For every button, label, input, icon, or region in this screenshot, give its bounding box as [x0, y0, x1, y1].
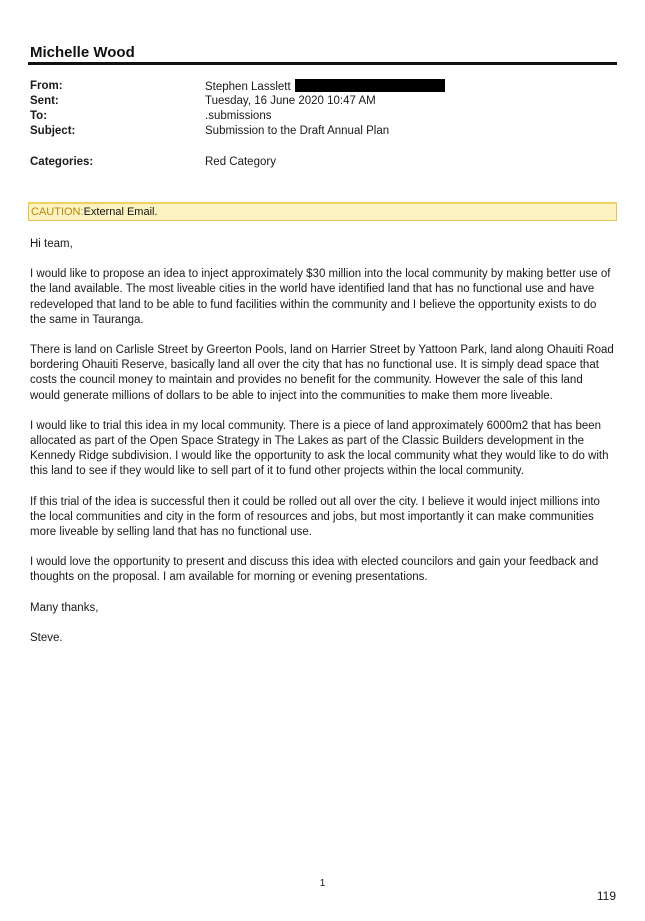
- signature: Steve.: [30, 631, 63, 644]
- body-paragraph: There is land on Carlisle Street by Greerton Pools, land on Harrier Street by Yattoon Park, land along Ohauiti Road bordering Ohauiti Reserve, basically land all over the city that has no functional use. It is simply dead space that costs the council money to maintain and provides no benefit for the community. However the sale of this land would generate millions of dollars to be able to inject into the communities to make them more liveable.: [30, 344, 614, 402]
- redacted-email: [295, 79, 445, 92]
- caution-banner: [28, 202, 617, 221]
- sent-label: Sent:: [30, 95, 59, 107]
- body-paragraph: I would like to propose an idea to inject approximately $30 million into the local community by making better use of the land available. The most liveable cities in the world have identified land that has no functional use and have redeveloped that land to be able to fund facilities within the community and I believe the opportunity exists to do the same in Tauranga.: [30, 268, 611, 326]
- subject-label: Subject:: [30, 125, 76, 137]
- from-value: Stephen Lasslett: [205, 81, 291, 93]
- categories-label: Categories:: [30, 156, 94, 168]
- from-value-wrap: [205, 79, 445, 95]
- to-value: .submissions: [205, 110, 272, 122]
- page-number: 1: [319, 878, 326, 889]
- owner-divider: [28, 62, 617, 65]
- body-paragraph: If this trial of the idea is successful then it could be rolled out all over the city. I believe it would inject millions into the local communities and city in the form of resources and jobs, but most importantly it can make communities more liveable by selling land that has no functional use.: [30, 495, 600, 539]
- from-label: From:: [30, 80, 63, 92]
- to-label: To:: [30, 110, 48, 122]
- body-paragraph: I would love the opportunity to present and discuss this idea with elected councilors and gain your feedback and thoughts on the proposal. I am available for morning or evening presentations.: [30, 556, 599, 584]
- categories-value: Red Category: [205, 156, 276, 168]
- email-body: [30, 237, 615, 661]
- subject-value: Submission to the Draft Annual Plan: [205, 125, 390, 137]
- greeting: Hi team,: [30, 238, 73, 250]
- document-page-stamp: 119: [596, 889, 616, 903]
- owner-name: Michelle Wood: [30, 44, 135, 61]
- sent-value: Tuesday, 16 June 2020 10:47 AM: [205, 95, 376, 107]
- signoff: Many thanks,: [30, 601, 99, 614]
- caution-text: External Email.: [83, 206, 158, 218]
- body-paragraph: I would like to trial this idea in my local community. There is a piece of land approximately 6000m2 that has been allocated as part of the Open Space Strategy in The Lakes as part of the Classic Builders development in the Kennedy Ridge subdivision. I would like the opportunity to ask the local community what they would like to do with this land to see if they would like to sell part of it to fund other projects within the local community.: [30, 419, 609, 478]
- caution-tag: CAUTION:: [31, 206, 84, 218]
